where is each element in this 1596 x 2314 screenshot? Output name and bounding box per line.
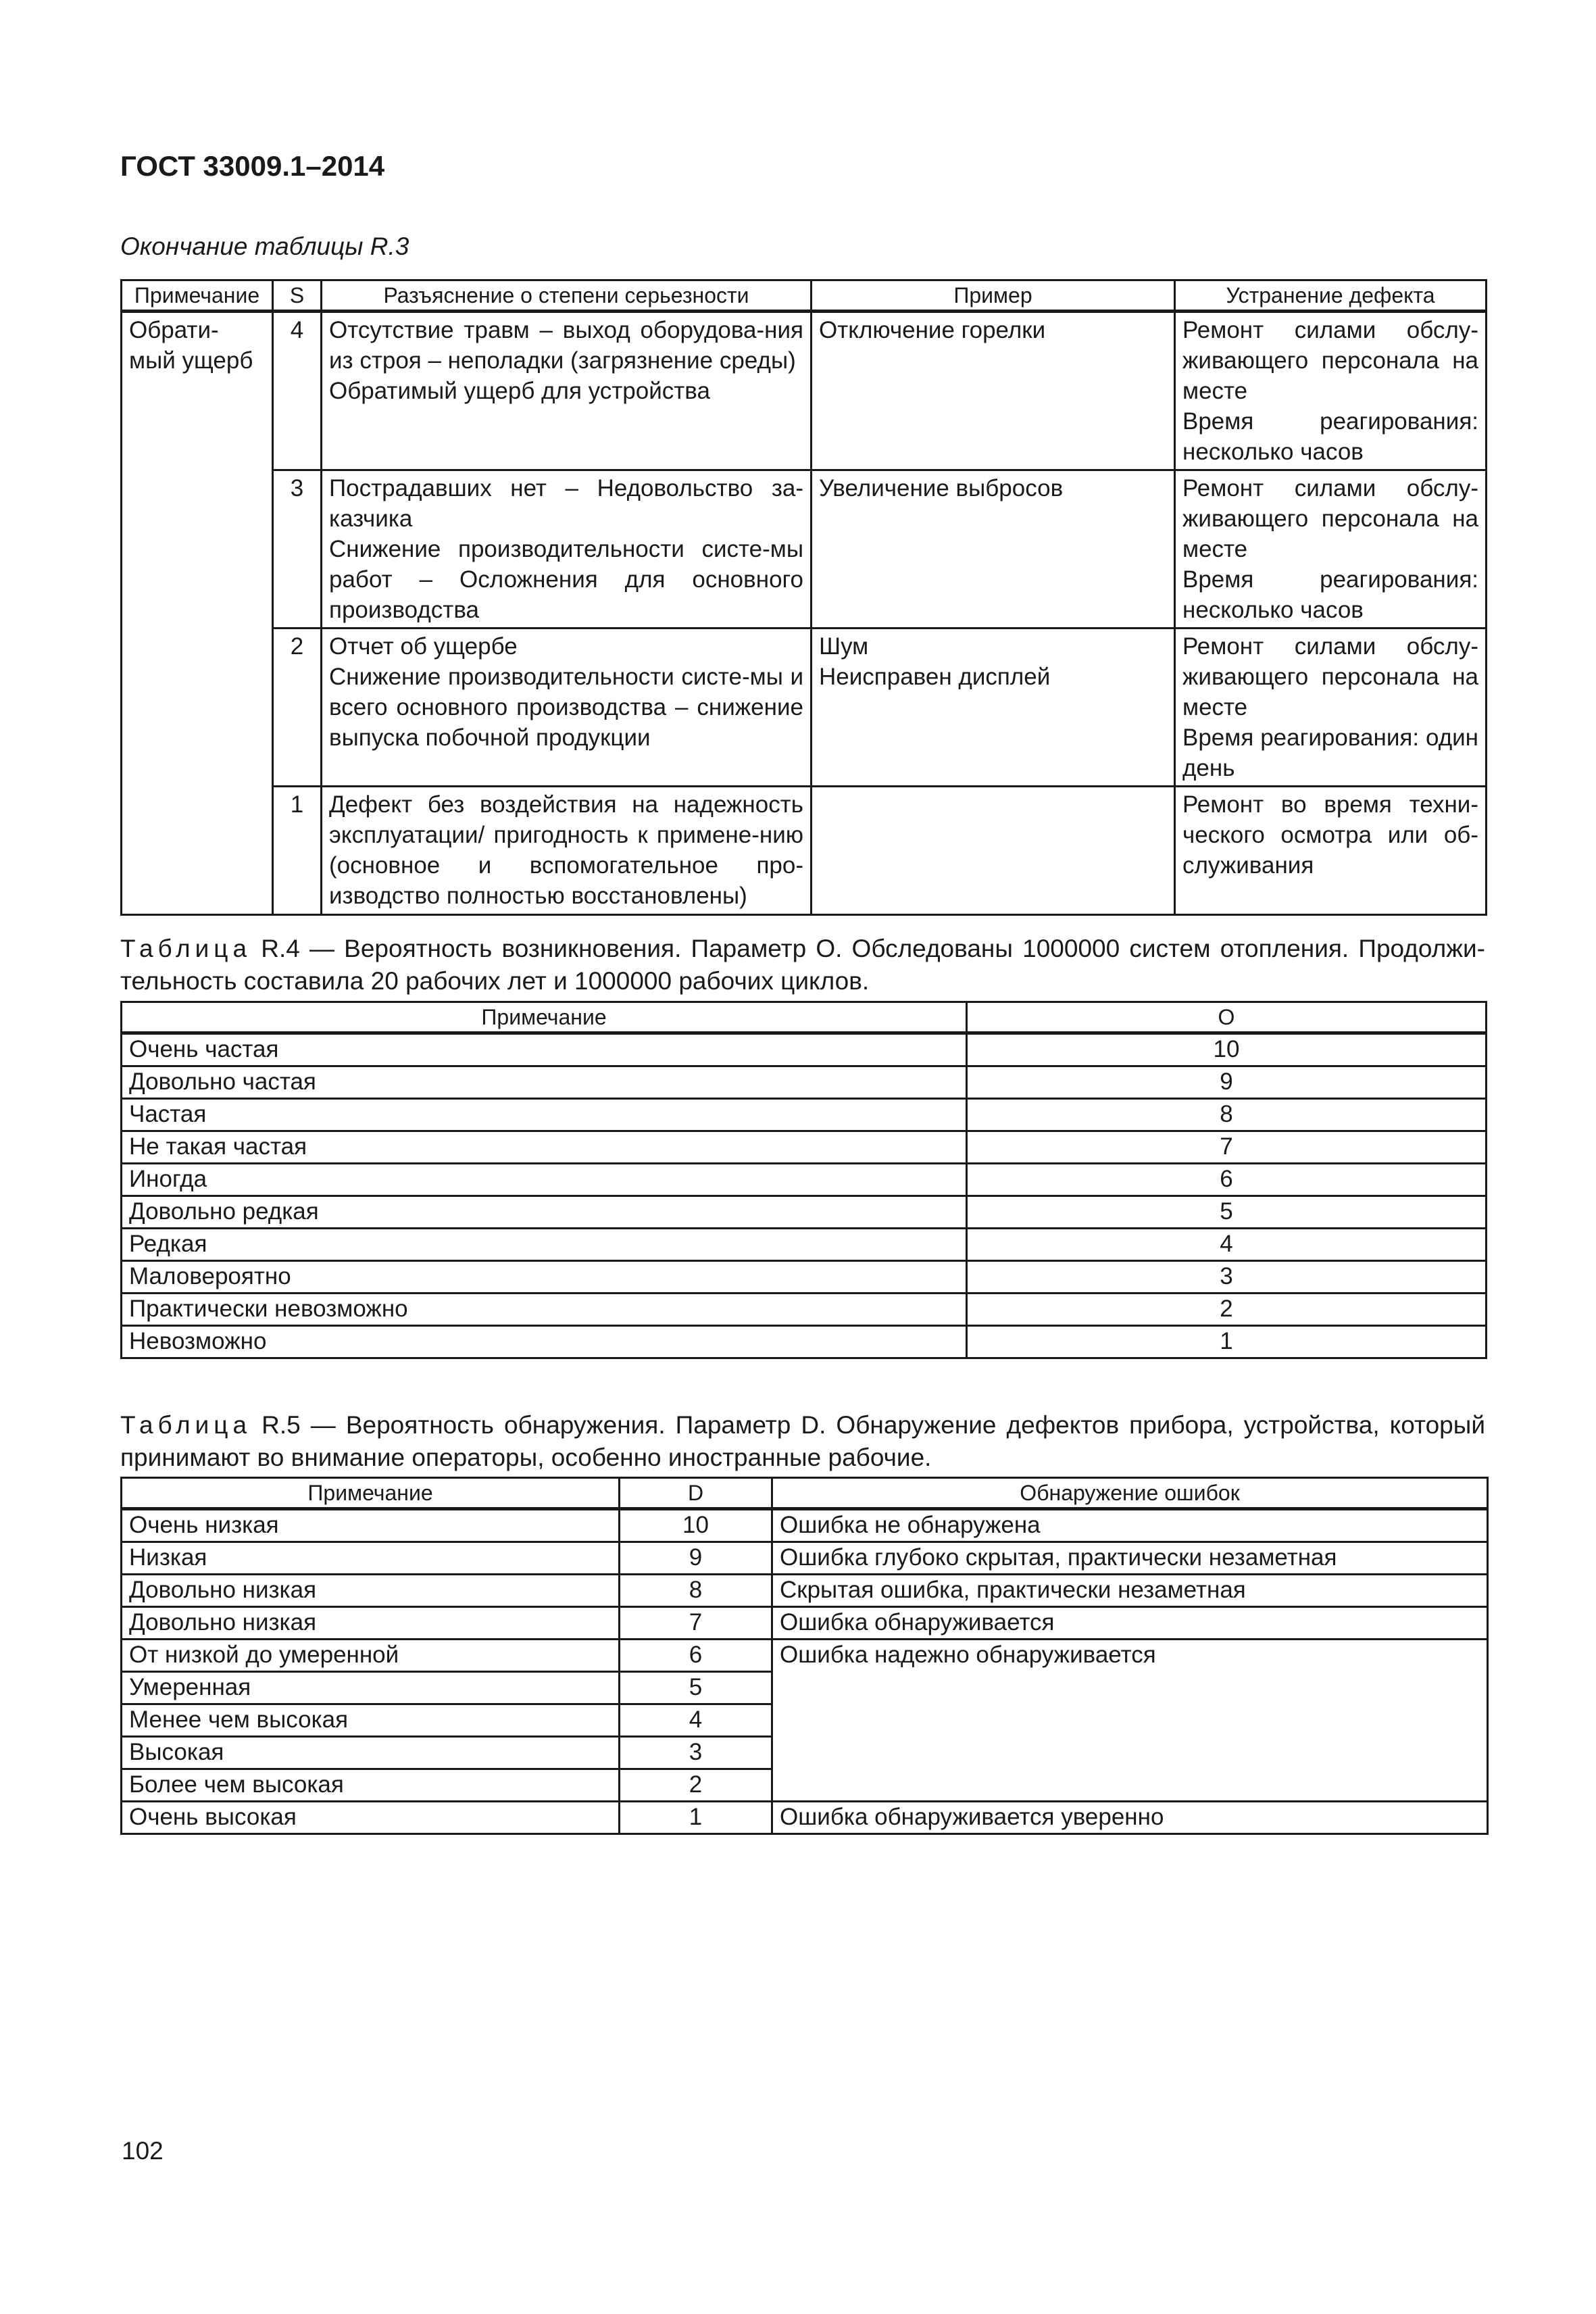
table-row [122, 1229, 1487, 1261]
explanation-text: Снижение производительности систе-мы работ – Осложнения для основного производства [329, 536, 803, 623]
table-cell-example [812, 470, 1175, 629]
table-cell-explanation [322, 629, 812, 787]
table-row [122, 1261, 1487, 1294]
table-cell-s: 4 [273, 312, 322, 470]
table-cell-note: От низкой до умеренной [122, 1640, 620, 1672]
table-cell-note: Маловероятно [122, 1261, 967, 1294]
table-r5-header-detection: Обнаружение ошибок [772, 1478, 1488, 1509]
example-text: Неисправен дисплей [819, 664, 1051, 690]
table-cell-detection: Ошибка обнаруживается [772, 1607, 1488, 1640]
table-r5-caption-text: R.5 — Вероятность обнаружения. Параметр D. Обнаружение дефектов прибора, устройства, который принимают во внимание операторы, особенно иностранные рабочие. [120, 1411, 1485, 1471]
table-cell-note: Умеренная [122, 1672, 620, 1704]
table-row [122, 1326, 1487, 1358]
table-cell-detection: Ошибка глубоко скрытая, практически незаметная [772, 1542, 1488, 1575]
table-cell-note: Высокая [122, 1737, 620, 1769]
table-cell-note: Довольно редкая [122, 1196, 967, 1229]
table-row [122, 1131, 1487, 1164]
table-row [122, 1164, 1487, 1196]
table-row [122, 1802, 1488, 1834]
table-cell-value: 9 [967, 1066, 1487, 1099]
table-r3-header-note: Примечание [122, 280, 273, 312]
table-cell-value: 1 [620, 1802, 772, 1834]
table-cell-value: 6 [620, 1640, 772, 1672]
fix-text: Ремонт силами обслу-живающего персонала на месте [1182, 475, 1478, 562]
table-cell-value: 9 [620, 1542, 772, 1575]
table-row [122, 1509, 1488, 1542]
table-r4-header-o: O [967, 1002, 1487, 1033]
example-text: Увеличение выбросов [819, 475, 1064, 501]
table-cell-value: 7 [620, 1607, 772, 1640]
explanation-text: Отсутствие травм – выход оборудова-ния из строя – неполадки (загрязнение среды) [329, 317, 803, 374]
table-r3-caption: Окончание таблицы R.3 [120, 232, 409, 260]
table-r5-header-d: D [620, 1478, 772, 1509]
table-cell-note: Не такая частая [122, 1131, 967, 1164]
table-r3-header-example: Пример [812, 280, 1175, 312]
table-cell-value: 6 [967, 1164, 1487, 1196]
table-cell-example [812, 629, 1175, 787]
table-r4-caption [120, 933, 1485, 998]
explanation-text: Обратимый ущерб для устройства [329, 378, 710, 404]
fix-text: Ремонт силами обслу-живающего персонала на месте [1182, 633, 1478, 720]
table-cell-value: 7 [967, 1131, 1487, 1164]
table-cell-note: Иногда [122, 1164, 967, 1196]
table-cell-value: 3 [620, 1737, 772, 1769]
table-r5-header-row [122, 1478, 1488, 1509]
table-cell-value: 2 [967, 1294, 1487, 1326]
fix-text: Время реагирования: один день [1182, 724, 1478, 781]
table-r3-header-row [122, 280, 1487, 312]
table-r5-caption [120, 1409, 1485, 1474]
table-cell-value: 4 [967, 1229, 1487, 1261]
table-cell-value: 10 [620, 1509, 772, 1542]
table-row [122, 470, 1487, 629]
table-cell-note: Довольно низкая [122, 1607, 620, 1640]
page-number: 102 [122, 2137, 164, 2165]
table-row [122, 1066, 1487, 1099]
table-cell-s: 3 [273, 470, 322, 629]
table-r4-header-row [122, 1002, 1487, 1033]
standard-header: ГОСТ 33009.1–2014 [120, 150, 385, 182]
table-r5-header-note: Примечание [122, 1478, 620, 1509]
table-cell-explanation [322, 470, 812, 629]
table-cell-fix [1175, 470, 1487, 629]
table-cell-value: 8 [620, 1575, 772, 1607]
table-cell-note: Редкая [122, 1229, 967, 1261]
table-r4 [120, 1001, 1487, 1359]
table-r4-caption-text: R.4 — Вероятность возникновения. Параметр O. Обследованы 1000000 систем отопления. Продолжи-тельность составила 20 рабочих лет и 1000000 рабочих циклов. [120, 935, 1485, 995]
table-r3-group-label: Обрати-мый ущерб [122, 312, 273, 915]
table-r4-header-note: Примечание [122, 1002, 967, 1033]
table-cell-fix [1175, 787, 1487, 915]
table-cell-s: 1 [273, 787, 322, 915]
table-cell-fix [1175, 629, 1487, 787]
example-text: Отключение горелки [819, 317, 1046, 343]
table-r3-header-explanation: Разъяснение о степени серьезности [322, 280, 812, 312]
table-cell-note: Очень частая [122, 1033, 967, 1066]
table-cell-note: Очень высокая [122, 1802, 620, 1834]
table-cell-note: Менее чем высокая [122, 1704, 620, 1737]
table-cell-note: Низкая [122, 1542, 620, 1575]
table-cell-value: 4 [620, 1704, 772, 1737]
table-cell-fix [1175, 312, 1487, 470]
table-word: Таблица [120, 1411, 252, 1439]
table-row [122, 1542, 1488, 1575]
table-cell-value: 2 [620, 1769, 772, 1802]
table-cell-note: Практически невозможно [122, 1294, 967, 1326]
example-text: Шум [819, 633, 869, 660]
fix-text: Время реагирования: несколько часов [1182, 566, 1478, 623]
table-row [122, 629, 1487, 787]
table-cell-note: Довольно низкая [122, 1575, 620, 1607]
table-cell-note: Невозможно [122, 1326, 967, 1358]
table-cell-note: Очень низкая [122, 1509, 620, 1542]
table-row [122, 1099, 1487, 1131]
table-row [122, 1575, 1488, 1607]
table-row [122, 1294, 1487, 1326]
table-cell-detection: Ошибка надежно обнаруживается [772, 1640, 1488, 1802]
explanation-text: Отчет об ущербе [329, 633, 518, 660]
table-cell-value: 1 [967, 1326, 1487, 1358]
table-r3 [120, 279, 1487, 916]
table-cell-note: Довольно частая [122, 1066, 967, 1099]
table-cell-note: Частая [122, 1099, 967, 1131]
table-cell-detection: Ошибка не обнаружена [772, 1509, 1488, 1542]
table-cell-value: 8 [967, 1099, 1487, 1131]
table-cell-s: 2 [273, 629, 322, 787]
table-cell-value: 3 [967, 1261, 1487, 1294]
table-row [122, 1033, 1487, 1066]
fix-text: Время реагирования: несколько часов [1182, 408, 1478, 465]
table-cell-example [812, 312, 1175, 470]
table-cell-value: 10 [967, 1033, 1487, 1066]
table-row [122, 787, 1487, 915]
table-word: Таблица [120, 935, 252, 962]
table-cell-note: Более чем высокая [122, 1769, 620, 1802]
explanation-text: Снижение производительности систе-мы и всего основного производства – снижение выпуска побочной продукции [329, 664, 803, 751]
explanation-text: Дефект без воздействия на надежность эксплуатации/ пригодность к примене-нию (основное и вспомогательное про-изводство полностью восстановлены) [329, 791, 803, 909]
table-r3-header-fix: Устранение дефекта [1175, 280, 1487, 312]
explanation-text: Пострадавших нет – Недовольство за-казчика [329, 475, 803, 532]
table-cell-example [812, 787, 1175, 915]
table-r3-header-s: S [273, 280, 322, 312]
table-row [122, 1640, 1488, 1672]
table-cell-detection: Ошибка обнаруживается уверенно [772, 1802, 1488, 1834]
table-row [122, 1607, 1488, 1640]
fix-text: Ремонт во время техни-ческого осмотра или об-служивания [1182, 791, 1478, 879]
table-row [122, 312, 1487, 470]
table-r5 [120, 1477, 1489, 1835]
table-cell-detection: Скрытая ошибка, практически незаметная [772, 1575, 1488, 1607]
table-cell-explanation [322, 787, 812, 915]
table-cell-value: 5 [967, 1196, 1487, 1229]
fix-text: Ремонт силами обслу-живающего персонала на месте [1182, 317, 1478, 404]
table-row [122, 1196, 1487, 1229]
table-cell-explanation [322, 312, 812, 470]
table-cell-value: 5 [620, 1672, 772, 1704]
